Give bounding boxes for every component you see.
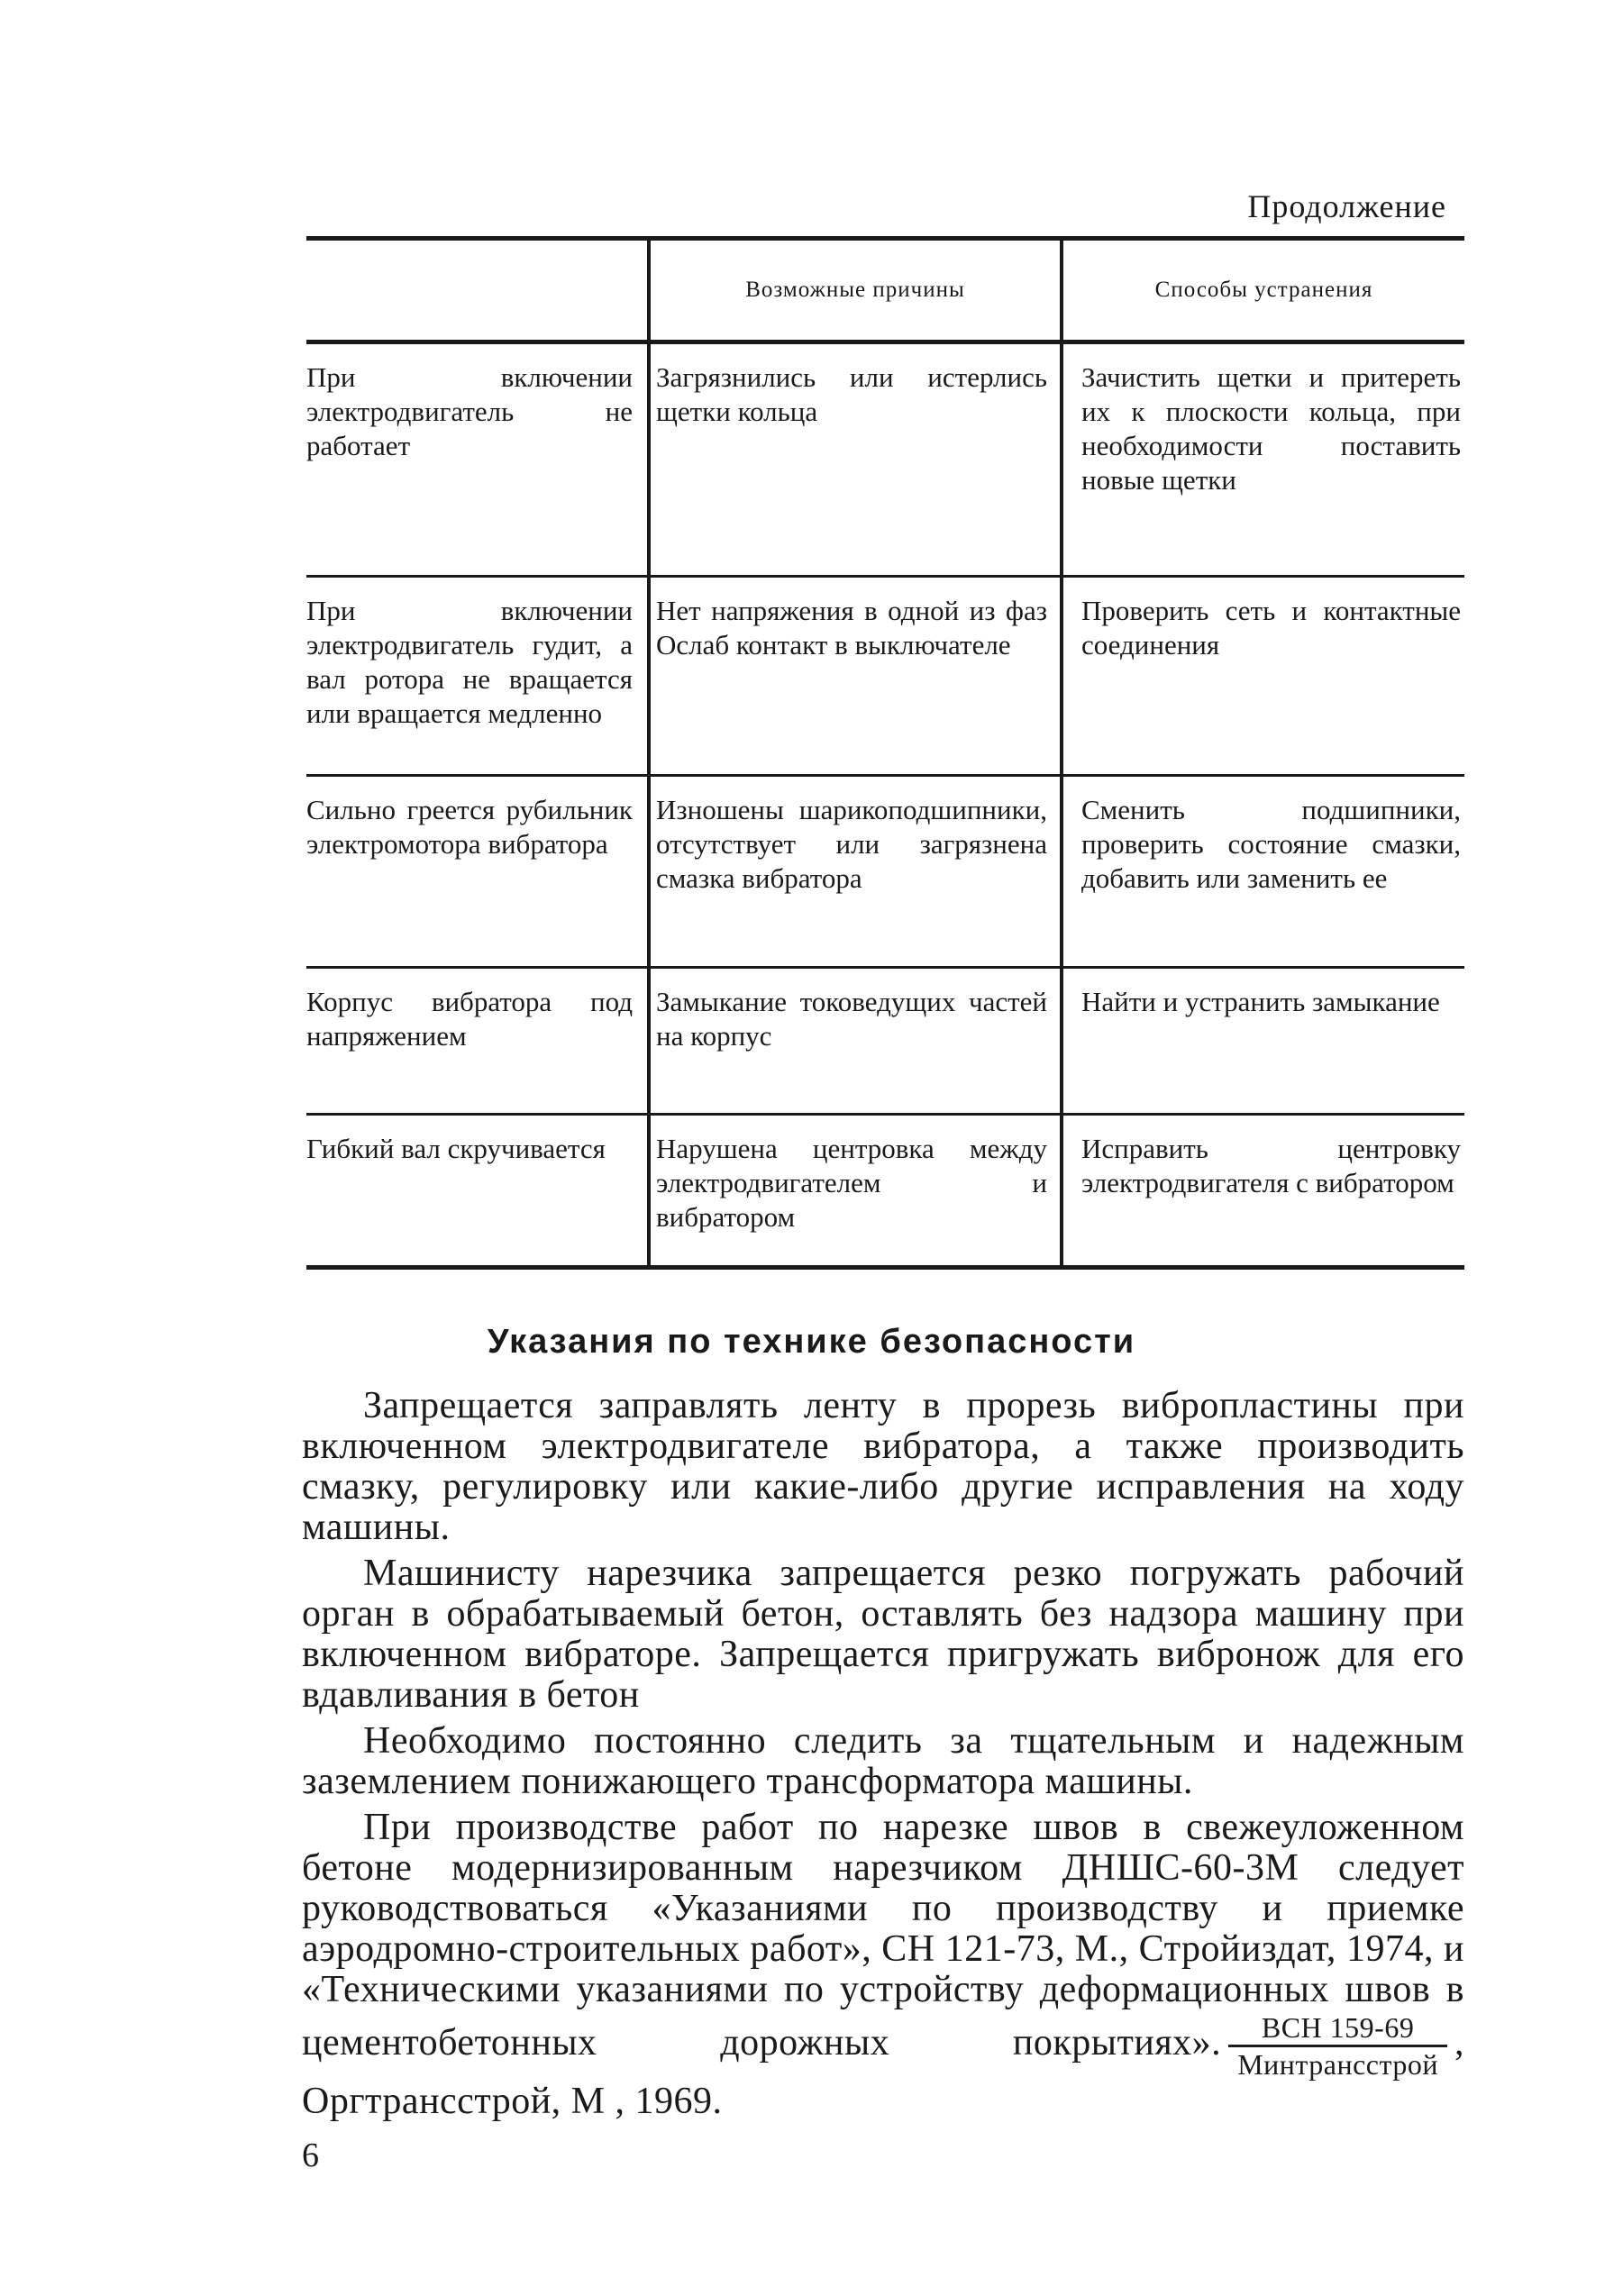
cause-cell: Нет напряжения в одной из фаз Ослаб контакт в выключателе [647, 578, 1060, 774]
problem-cell: При включении электродвигатель не работает [306, 361, 633, 461]
table-bottom-rule [306, 1265, 1464, 1270]
problem-cell: Корпус вибратора под напряжением [306, 986, 633, 1052]
remedy-cell: Зачистить щетки и притереть их к плоскости кольца, при необходимости поставить новые щетки [1060, 344, 1464, 575]
troubleshooting-table [306, 236, 1464, 1270]
cause-cell: Изношены шарикоподшипники, отсутствует или загрязнена смазка вибратора [647, 777, 1060, 966]
problem-cell: Гибкий вал скручивается [306, 1133, 606, 1164]
cause-cell: Замыкание токоведущих частей на корпус [647, 969, 1060, 1113]
section-body [302, 1386, 1464, 2122]
table-row [306, 777, 1464, 966]
problem-cell: При включении электродвигатель гудит, а вал ротора не вращается или вращается медленно [306, 595, 633, 729]
cause-cell: Нарушена центровка между электродвигателем и вибратором [647, 1116, 1060, 1265]
remedy-cell: Исправить центровку электродвигателя с вибратором [1060, 1116, 1464, 1265]
problem-cell: Сильно греется рубильник электромотора вибратора [306, 794, 633, 860]
header-problem [306, 241, 647, 340]
paragraph-references [302, 1808, 1464, 2122]
header-remedies: Способы устранения [1060, 241, 1464, 340]
header-causes: Возможные причины [647, 241, 1060, 340]
table-row [306, 969, 1464, 1113]
paragraph: Необходимо постоянно следить за тщательным и надежным заземлением понижающего трансформатора машины. [302, 1720, 1464, 1802]
table-row [306, 578, 1464, 774]
fraction-denominator: Минтрансстрой [1237, 2048, 1438, 2081]
standard-fraction [1228, 2010, 1447, 2082]
fraction-numerator: ВСН 159-69 [1228, 2010, 1447, 2047]
table-row [306, 1116, 1464, 1265]
table-header-row [306, 241, 1464, 340]
cause-cell: Загрязнились или истерлись щетки кольца [647, 344, 1060, 575]
section-title: Указания по технике безопасности [487, 1323, 1136, 1361]
references-publisher: , Оргтрансстрой, М , 1969. [302, 2022, 1464, 2122]
continued-label: Продолжение [1247, 188, 1446, 224]
remedy-cell: Найти и устранить замыкание [1060, 969, 1464, 1113]
paragraph: Запрещается заправлять ленту в прорезь вибропластины при включенном электродвигателе вибратора, а также производить смазку, регулировку или какие-либо другие исправления на ходу машины. [302, 1385, 1464, 1548]
references-text: При производстве работ по нарезке швов в свежеуложенном бетоне модернизированным нарезчиком ДНШС-60-3М следует руководствоваться «Указаниями по производству и приемке аэродромно-строительных работ», СН 121-73, М., Стройиздат, 1974, и «Техническими указаниями по устройству деформационных швов в цементобетонных дорожных покрытиях». [302, 1807, 1464, 2064]
remedy-cell: Сменить подшипники, проверить состояние смазки, добавить или заменить ее [1060, 777, 1464, 966]
paragraph: Машинисту нарезчика запрещается резко погружать рабочий орган в обрабатываемый бетон, оставлять без надзора машину при включенном вибраторе. Запрещается пригружать вибронож для его вдавливания в бетон [302, 1553, 1464, 1716]
page-number: 6 [302, 2137, 319, 2174]
table-row [306, 344, 1464, 575]
remedy-cell: Проверить сеть и контактные соединения [1060, 578, 1464, 774]
